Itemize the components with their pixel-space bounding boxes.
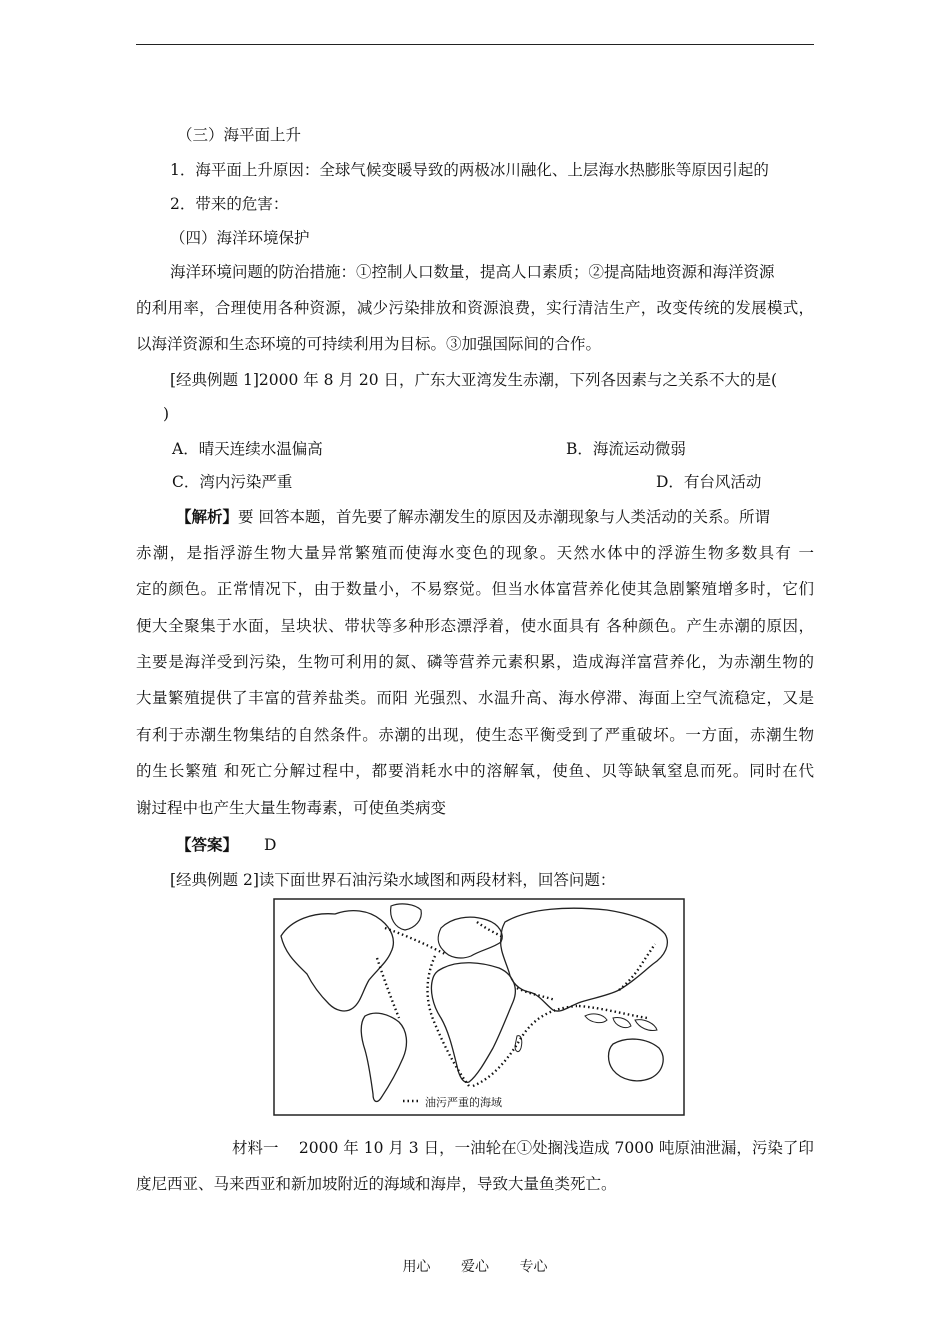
sea-level-harm: 2．带来的危害： — [170, 195, 289, 213]
analysis-line: 大量繁殖提供了丰富的营养盐类。而阳 光强烈、水温升高、海水停滞、海面上空气流稳定，又是 — [136, 689, 814, 707]
footer-word: 爱心 — [461, 1259, 489, 1275]
analysis-last-line: 谢过程中也产生大量生物毒素，可使鱼类病变 — [136, 799, 447, 817]
map-legend-label: 油污严重的海域 — [425, 1096, 502, 1109]
analysis-line: 的生长繁殖 和死亡分解过程中，都要消耗水中的溶解氧，使鱼、贝等缺氧窒息而死。同时在代 — [136, 762, 814, 780]
example-1-question: [经典例题 1]2000 年 8 月 20 日，广东大亚湾发生赤潮，下列各因素与之关系不大的是( — [170, 371, 778, 389]
example-1-question-end: ) — [163, 405, 170, 423]
world-oil-pollution-map — [273, 898, 685, 1116]
option-c: C．湾内污染严重 — [172, 473, 293, 491]
section-4-heading: （四）海洋环境保护 — [170, 229, 310, 247]
analysis-label: 【解析】 — [176, 507, 239, 526]
footer-word: 专心 — [519, 1259, 548, 1275]
material-1-line-2: 度尼西亚、马来西亚和新加坡附近的海域和海岸，导致大量鱼类死亡。 — [136, 1175, 617, 1193]
answer-label: 【答案】 — [176, 835, 239, 854]
protection-line-1: 海洋环境问题的防治措施：①控制人口数量，提高人口素质；②提高陆地资源和海洋资源 — [170, 263, 775, 281]
answer-value: D — [264, 836, 277, 854]
analysis-line: 定的颜色。正常情况下，由于数量小，不易察觉。但当水体富营养化使其急剧繁殖增多时，它们 — [136, 580, 814, 598]
analysis-line: 赤潮，是指浮游生物大量异常繁殖而使海水变色的现象。天然水体中的浮游生物多数具有 一 — [136, 544, 814, 562]
option-a: A．晴天连续水温偏高 — [172, 440, 323, 458]
section-3-heading: （三）海平面上升 — [177, 126, 302, 144]
analysis-line: 主要是海洋受到污染，生物可利用的氮、磷等营养元素积累，造成海洋富营养化，为赤潮生物的 — [136, 653, 814, 671]
answer-line — [176, 835, 276, 855]
page-footer — [0, 1256, 950, 1276]
example-2-question: [经典例题 2]读下面世界石油污染水域图和两段材料，回答问题： — [170, 871, 616, 889]
option-b: B．海流运动微弱 — [566, 440, 686, 458]
header-rule — [136, 44, 814, 45]
analysis-line: 有利于赤潮生物集结的自然条件。赤潮的出现，使生态平衡受到了严重破坏。一方面，赤潮生物 — [136, 726, 814, 744]
analysis-text: 要 回答本题，首先要了解赤潮发生的原因及赤潮现象与人类活动的关系。所谓 — [238, 508, 770, 526]
protection-line-3: 以海洋资源和生态环境的可持续利用为目标。③加强国际间的合作。 — [136, 335, 602, 353]
sea-level-cause: 1．海平面上升原因：全球气候变暖导致的两极冰川融化、上层海水热膨胀等原因引起的 — [170, 161, 769, 179]
protection-line-2: 的利用率，合理使用各种资源，减少污染排放和资源浪费，实行清洁生产，改变传统的发展模式， — [136, 299, 814, 317]
analysis-first-line — [176, 507, 770, 527]
option-d: D．有台风活动 — [656, 473, 762, 491]
material-1-line-1: 材料一 2000 年 10 月 3 日，一油轮在①处搁浅造成 7000 吨原油泄漏，污染了印 — [232, 1139, 814, 1157]
analysis-line: 便大全聚集于水面，呈块状、带状等多种形态漂浮着，使水面具有 各种颜色。产生赤潮的原因， — [136, 617, 814, 635]
footer-word: 用心 — [402, 1259, 431, 1275]
